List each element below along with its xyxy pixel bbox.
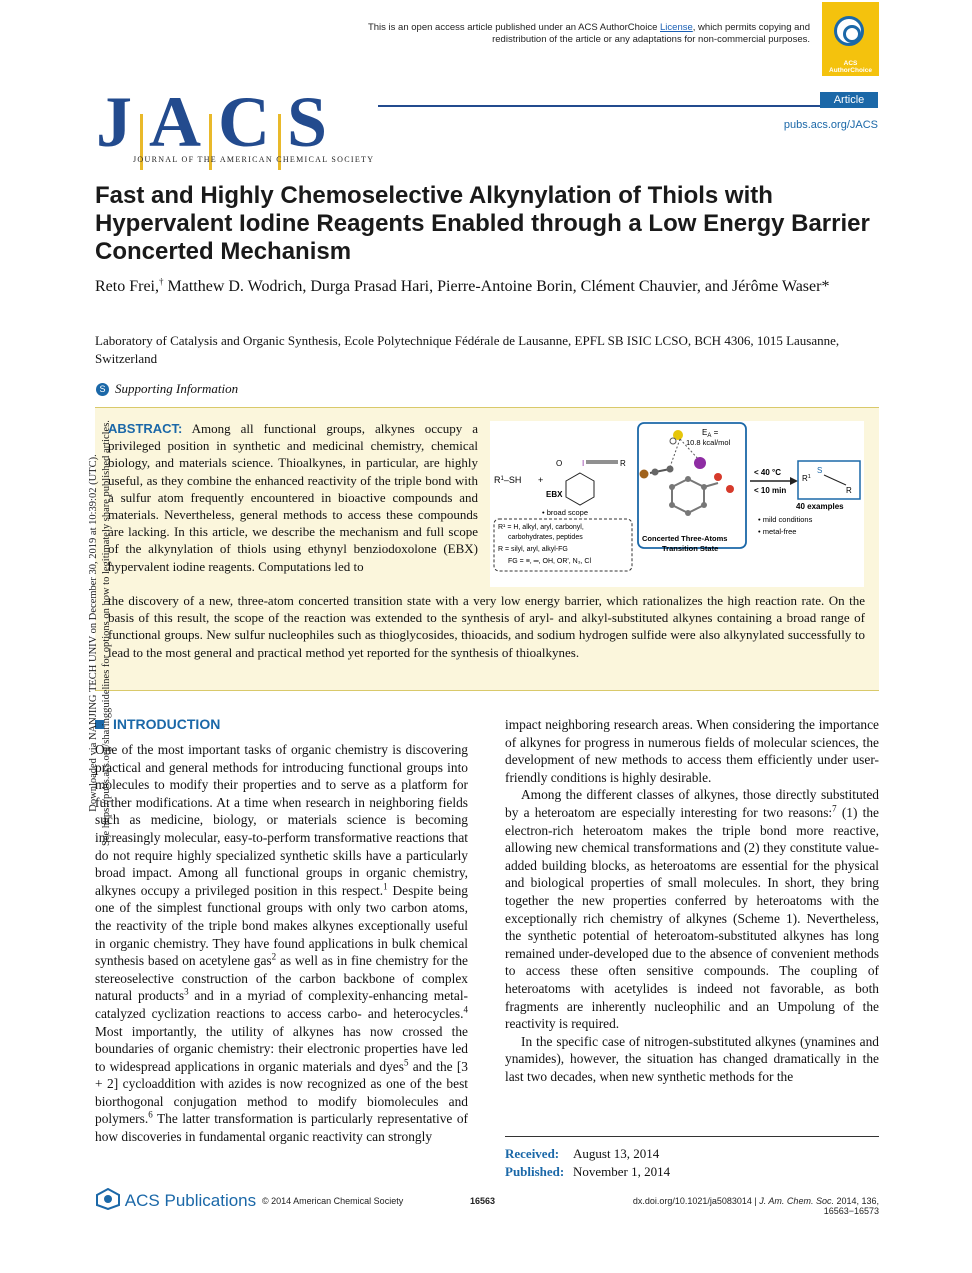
ebx-r: R (620, 459, 626, 468)
abstract-label: ABSTRACT: (108, 421, 183, 436)
download-notice (87, 373, 113, 893)
toc-graphic (490, 421, 864, 587)
acs-publications-logo[interactable] (95, 1188, 256, 1211)
benzene-ring (672, 479, 704, 513)
article-type-badge: Article (820, 92, 878, 108)
ring-atom (669, 502, 675, 508)
text-run: and the [3 + 2] cycloaddition with azides is now recognized as one of the best biorthogonal conjugation method to modify biomolecules and polymers. (95, 1058, 468, 1127)
text-run: and in a myriad of complexity-enhancing metal-catalyzed cyclization reactions to access carbo- and heterocycles. (95, 988, 468, 1021)
published-row (505, 1163, 670, 1181)
publisher-name: ACS Publications (124, 1191, 257, 1210)
doi-link[interactable]: dx.doi.org/10.1021/ja5083014 (632, 1196, 752, 1206)
abstract-text-part1 (108, 420, 478, 575)
silicon-atom (640, 470, 649, 479)
section-heading-introduction (95, 716, 220, 732)
ebx-o: O (556, 459, 563, 468)
ea-text: $E_A$ = (702, 428, 719, 439)
received-label: Received: (505, 1146, 560, 1161)
text-run: One of the most important tasks of organic chemistry is discovering practical and general methods for introducing functional groups into molecules to modify their properties and to serve as a platform for further modifications. At a time when research in neighboring fields such as medicine, biology, or materials science is becoming increasingly molecular, easy-to-perform transformative reactions that do not require highly specialized synthetic skills have a particularly broad impact. Among all functional groups in organic chemistry, alkynes occupy a privileged position in this respect. (95, 742, 468, 898)
product-s: S (817, 466, 823, 475)
text-run: Among the different classes of alkynes, those directly substituted by a heteroatom are especially interesting for two reasons: (505, 787, 879, 820)
author-rest: Matthew D. Wodrich, Durga Prasad Hari, Pierre-Antoine Borin, Clément Chauvier, and Jérôme Waser* (163, 278, 830, 295)
ring-atom (669, 484, 675, 490)
iodine-atom (694, 457, 706, 469)
published-label: Published: (505, 1164, 565, 1179)
si-label: Supporting Information (115, 381, 239, 396)
scope-line-2: carbohydrates, peptides (508, 534, 583, 541)
scope-line-4: FG = ≡, ═, OH, OR', N₃, Cl (508, 558, 592, 565)
ref-4[interactable]: 4 (463, 1004, 468, 1015)
ring-atom (685, 476, 691, 482)
intro-paragraph-2: impact neighboring research areas. When considering the importance of alkynes for progress in numerous fields of molecular sciences, the development of new methods to access them efficiently under user-friendly conditions is highly desirable. (505, 717, 879, 785)
ts-label-1: Concerted Three-Atoms (642, 534, 728, 543)
ref-2[interactable]: 2 (271, 951, 277, 962)
scope-line-3: R = silyl, aryl, alkyl-FG (498, 546, 568, 553)
oxygen-atom-1 (714, 473, 722, 481)
intro-column-right (505, 716, 879, 1085)
abstract-text-part2: the discovery of a new, three-atom concerted transition state with a very low energy barrier, which rationalizes the high reaction rate. On the basis of this result, the scope of the reaction was extended to the synthesis of aryl- and alkyl-substituted alkynes containing a broad range of functional groups. New sulfur nucleophiles such as thioglycosides, thioacids, and sodium hydrogen sulfide were also alkynylated successfully to lead to the most general and practical method yet reported for the synthesis of thioalkynes. (108, 593, 865, 660)
ebx-label: EBX (546, 490, 563, 499)
examples-count: 40 examples (796, 502, 844, 511)
received-date: August 13, 2014 (573, 1146, 660, 1161)
ebx-i: I (582, 459, 585, 468)
text-run: Most importantly, the utility of alkynes has now crossed the boundaries of organic chemistry: their electronic properties have led to widespread applications in organic materials and dyes (95, 1023, 468, 1074)
header-rule (378, 105, 878, 107)
citation: dx.doi.org/10.1021/ja5083014 | J. Am. Chem. Soc. 2014, 136, 16563−16573 (632, 1196, 879, 1216)
acs-authorchoice-badge[interactable] (822, 2, 879, 76)
ring-atom (685, 510, 691, 516)
plus-sign: + (538, 475, 544, 485)
author-list (95, 276, 885, 298)
ts-label-2: Transition State (662, 544, 719, 553)
ref-7[interactable]: 7 (832, 803, 837, 814)
condition-temp: < 40 °C (754, 468, 781, 477)
citation-journal: J. Am. Chem. Soc. (759, 1196, 834, 1206)
received-row (505, 1145, 670, 1163)
open-access-notice (360, 22, 810, 46)
badge-label: ACS AuthorChoice (829, 60, 872, 74)
text-run: as well as in fine chemistry for the stereoselective construction of the carbon backbone of complex natural products (95, 953, 469, 1004)
ref-6[interactable]: 6 (148, 1110, 153, 1120)
license-link[interactable]: License (660, 22, 693, 33)
author-first: Reto Frei, (95, 278, 159, 295)
heading-text: INTRODUCTION (113, 716, 221, 732)
oxygen-atom-2 (726, 485, 734, 493)
citation-details: 2014, 136, 16563−16573 (823, 1196, 879, 1216)
arrow-head (790, 477, 798, 485)
ref-1[interactable]: 1 (383, 881, 388, 892)
authorchoice-icon (834, 16, 864, 46)
text-run: Despite being one of the simplest functional groups with only two carbon atoms, the reactivity of the triple bond makes alkynes exceptionally useful in organic chemistry. They have found applications in bulk chemical synthesis based on acetylene gas (95, 882, 468, 969)
ea-value: 10.8 kcal/mol (686, 438, 731, 447)
carbon-atom-1 (667, 466, 674, 473)
bullet-mild: • mild conditions (758, 515, 813, 524)
toc-svg (490, 421, 864, 587)
ref-3[interactable]: 3 (184, 986, 189, 997)
abstract-body-1: Among all functional groups, alkynes occupy a privileged position in synthetic and medicinal chemistry, chemical biology, and materials science. Thioalkynes, in particular, are highly useful, as they combine the enhanced reactivity of the triple bond with a sulfur atom frequently encountered in bioactive compounds and materials. Nevertheless, general methods to access these compounds are lacking. In this article, we describe the mechanism and full scope of the alkynylation of thiols using ethynyl benziodoxolone (EBX) hypervalent iodine reagents. Computations led to (108, 421, 478, 574)
condition-time: < 10 min (754, 486, 787, 495)
download-line-1: Downloaded via NANJING TECH UNIV on December 30, 2019 at 10:39:02 (UTC). (88, 454, 99, 812)
open-access-text: This is an open access article published under an ACS AuthorChoice (367, 22, 661, 33)
ebx-ring (566, 473, 594, 505)
journal-name: JOURNAL OF THE AMERICAN CHEMICAL SOCIETY (133, 155, 375, 164)
thiol-reactant: $R^1-SH$ (494, 475, 522, 485)
jacs-logo: J A C S (96, 82, 329, 162)
text-run: (1) the electron-rich heteroatom makes the triple bond more reactive, allowing new chemical transformations and (2) they constitute value-added building blocks, as heteroatoms are essential for the physical and biological properties of small molecules. In short, they bring together the new properties conferred by heteroatoms with the exceptionally rich chemistry of alkynes (Scheme 1). Nevertheless, the synthetic potential of heteroatom-substituted alkynes has long remained under-developed due to the absence of convenient methods to access these often sensitive compounds. The coupling of heteroatoms with acetylides is indeed not favorable, as both fragments are inherently nucleophilic and an Umpolung of the reactivity is required. (505, 804, 879, 1032)
dates-rule (505, 1136, 879, 1137)
bullet-metal-free: • metal-free (758, 527, 797, 536)
intro-paragraph-3 (505, 786, 879, 1032)
publication-dates (505, 1145, 670, 1181)
acs-hexagon-icon (95, 1188, 121, 1210)
paper-title: Fast and Highly Chemoselective Alkynylation of Thiols with Hypervalent Iodine Reagents Enabled through a Low Energy Barrier Concerted Mechanism (95, 182, 870, 265)
intro-paragraph-1 (95, 741, 468, 1146)
intro-paragraph-4: In the specific case of nitrogen-substituted alkynes (ynamines and ynamides), however, the situation has changed dramatically in the last two decades, when new synthetic methods for the (505, 1033, 879, 1084)
open-access-text-2: , which permits copying and redistribution of the article or any adaptations for non-commercial purposes. (492, 22, 810, 45)
carbon-atom-2 (652, 469, 659, 476)
product-r1: $R^1$ (802, 474, 811, 483)
page-number: 16563 (470, 1196, 496, 1206)
broad-scope-label: • broad scope (542, 508, 588, 517)
journal-url[interactable]: pubs.acs.org/JACS (783, 119, 878, 131)
product-alkyne (824, 475, 846, 485)
ring-atom (701, 502, 707, 508)
ref-5[interactable]: 5 (403, 1057, 409, 1068)
intro-column-left (95, 741, 468, 1146)
download-line-2: See https://pubs.acs.org/sharingguidelines for options on how to legitimately share published articles. (101, 420, 112, 846)
scope-line-1: R¹ = H, alkyl, aryl, carbonyl, (498, 524, 584, 531)
product-r: R (846, 486, 852, 495)
supporting-information-link[interactable] (96, 381, 238, 397)
supporting-info-icon: S (96, 383, 109, 396)
affiliation: Laboratory of Catalysis and Organic Synthesis, Ecole Polytechnique Fédérale de Lausanne, EPFL SB ISIC LCSO, BCH 4306, 1015 Lausanne, Switzerland (95, 333, 840, 366)
author-dagger: † (159, 276, 164, 287)
h-atom (670, 438, 676, 444)
published-date: November 1, 2014 (573, 1164, 671, 1179)
copyright: © 2014 American Chemical Society (262, 1196, 404, 1206)
text-run: The latter transformation is particularly representative of how discoveries in fundamental organic reactivity can strongly (95, 1111, 468, 1145)
